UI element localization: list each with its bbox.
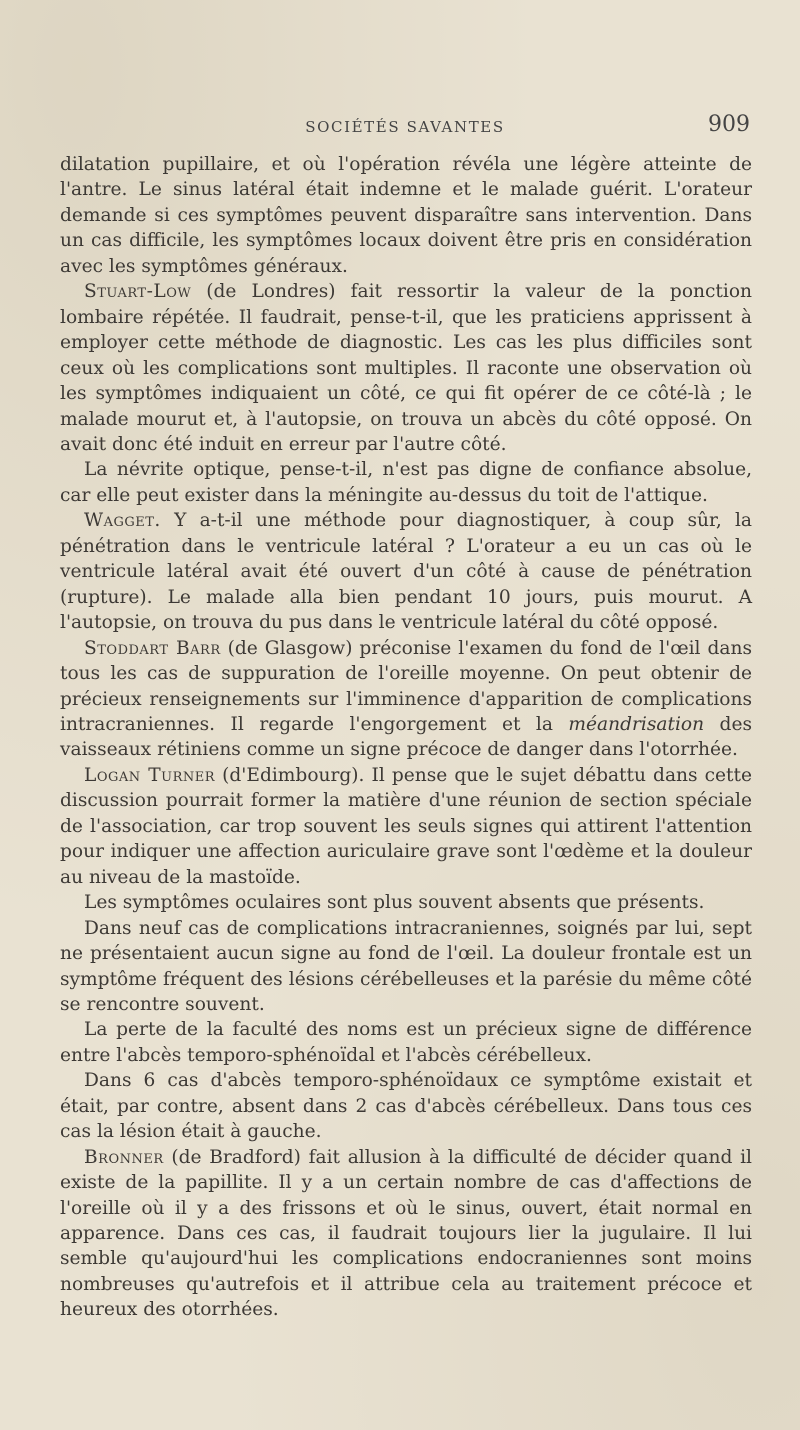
- paragraph-text: Dans 6 cas d'abcès temporo-sphénoïdaux ce symptôme existait et était, par contre, absent dans 2 cas d'abcès cérébelleux. Dans tous ces cas la lésion était à gauche.: [60, 1070, 752, 1143]
- running-title: SOCIÉTÉS SAVANTES: [305, 118, 505, 136]
- running-header: [60, 112, 750, 142]
- paragraph: [60, 1145, 752, 1323]
- body-text: [60, 152, 752, 1323]
- paragraph-text: Dans neuf cas de complications intracraniennes, soignés par lui, sept ne présentaient aucun signe au fond de l'œil. La douleur frontale est un symptôme fréquent des lésions cérébelleuses et la parésie du même côté se rencontre souvent.: [60, 917, 752, 1015]
- paragraph: [60, 763, 752, 890]
- paragraph-text: des vaisseaux rétiniens comme un signe précoce de danger dans l'otorrhée.: [60, 713, 752, 761]
- paragraph: [60, 890, 752, 915]
- paragraph-text: dilatation pupillaire, et où l'opération révéla une légère atteinte de l'antre. Le sinus latéral était indemne et le malade guérit. L'orateur demande si ces symptômes peuvent disparaître sans intervention. Dans un cas difficile, les symptômes locaux doivent être pris en considération avec les symptômes généraux.: [60, 154, 752, 277]
- emphasized-term: méandrisation: [568, 713, 705, 735]
- paragraph-text: La perte de la faculté des noms est un précieux signe de différence entre l'abcès temporo-sphénoïdal et l'abcès cérébelleux.: [60, 1019, 752, 1066]
- speaker-name: Stoddart Barr: [84, 637, 221, 659]
- paragraph-text: Les symptômes oculaires sont plus souvent absents que présents.: [84, 892, 705, 914]
- paragraph: [60, 279, 752, 457]
- paragraph: [60, 916, 752, 1018]
- paragraph: [60, 508, 752, 635]
- speaker-name: Wagget.: [84, 510, 161, 532]
- paragraph-text: (d'Edimbourg). Il pense que le sujet débattu dans cette discussion pourrait former la matière d'une réunion de section spéciale de l'association, car trop souvent les seuls signes qui attirent l'attention pour indiquer une affection auriculaire grave sont l'œdème et la douleur au niveau de la mastoïde.: [60, 764, 752, 888]
- paragraph: [60, 457, 752, 508]
- paragraph-text: Y a-t-il une méthode pour diagnostiquer, à coup sûr, la pénétration dans le ventricule latéral ? L'orateur a eu un cas où le ventricule latéral avait été ouvert d'un côté à cause de pénétration (rupture). Le malade alla bien pendant 10 jours, puis mourut. A l'autopsie, on trouva du pus dans le ventricule latéral du côté opposé.: [60, 510, 752, 634]
- paragraph-text: (de Londres) fait ressortir la valeur de la ponction lombaire répétée. Il faudrait, pense-t-il, que les praticiens apprissent à employer cette méthode de diagnostic. Les cas les plus difficiles sont ceux où les complications sont multiples. Il raconte une observation où les symptômes indiquaient un côté, ce qui fit opérer de ce côté-là ; le malade mourut et, à l'autopsie, on trouva un abcès du côté opposé. On avait donc été induit en erreur par l'autre côté.: [60, 281, 752, 455]
- paragraph-text: La névrite optique, pense-t-il, n'est pas digne de confiance absolue, car elle peut exister dans la méningite au-dessus du toit de l'attique.: [60, 459, 752, 506]
- paragraph: [60, 636, 752, 763]
- paragraph-text: (de Glasgow) préconise l'examen du fond de l'œil dans tous les cas de suppuration de l'oreille moyenne. On peut obtenir de précieux renseignements sur l'imminence d'apparition de complications intracraniennes. Il regarde l'engorgement et la: [60, 637, 752, 735]
- speaker-name: Logan Turner: [84, 764, 216, 786]
- speaker-name: Bronner: [84, 1146, 164, 1168]
- paragraph-text: (de Bradford) fait allusion à la difficulté de décider quand il existe de la papillite. Il y a un certain nombre de cas d'affections de l'oreille où il y a des frissons et où le sinus, ouvert, était normal en apparence. Dans ces cas, il faudrait toujours lier la jugulaire. Il lui semble qu'aujourd'hui les complications endocraniennes sont moins nombreuses qu'autrefois et il attribue cela au traitement précoce et heureux des otorrhées.: [60, 1146, 752, 1321]
- paragraph: [60, 1068, 752, 1144]
- paragraph: [60, 152, 752, 279]
- paragraph: [60, 1017, 752, 1068]
- speaker-name: Stuart-Low: [84, 281, 192, 303]
- page-number: 909: [708, 112, 750, 137]
